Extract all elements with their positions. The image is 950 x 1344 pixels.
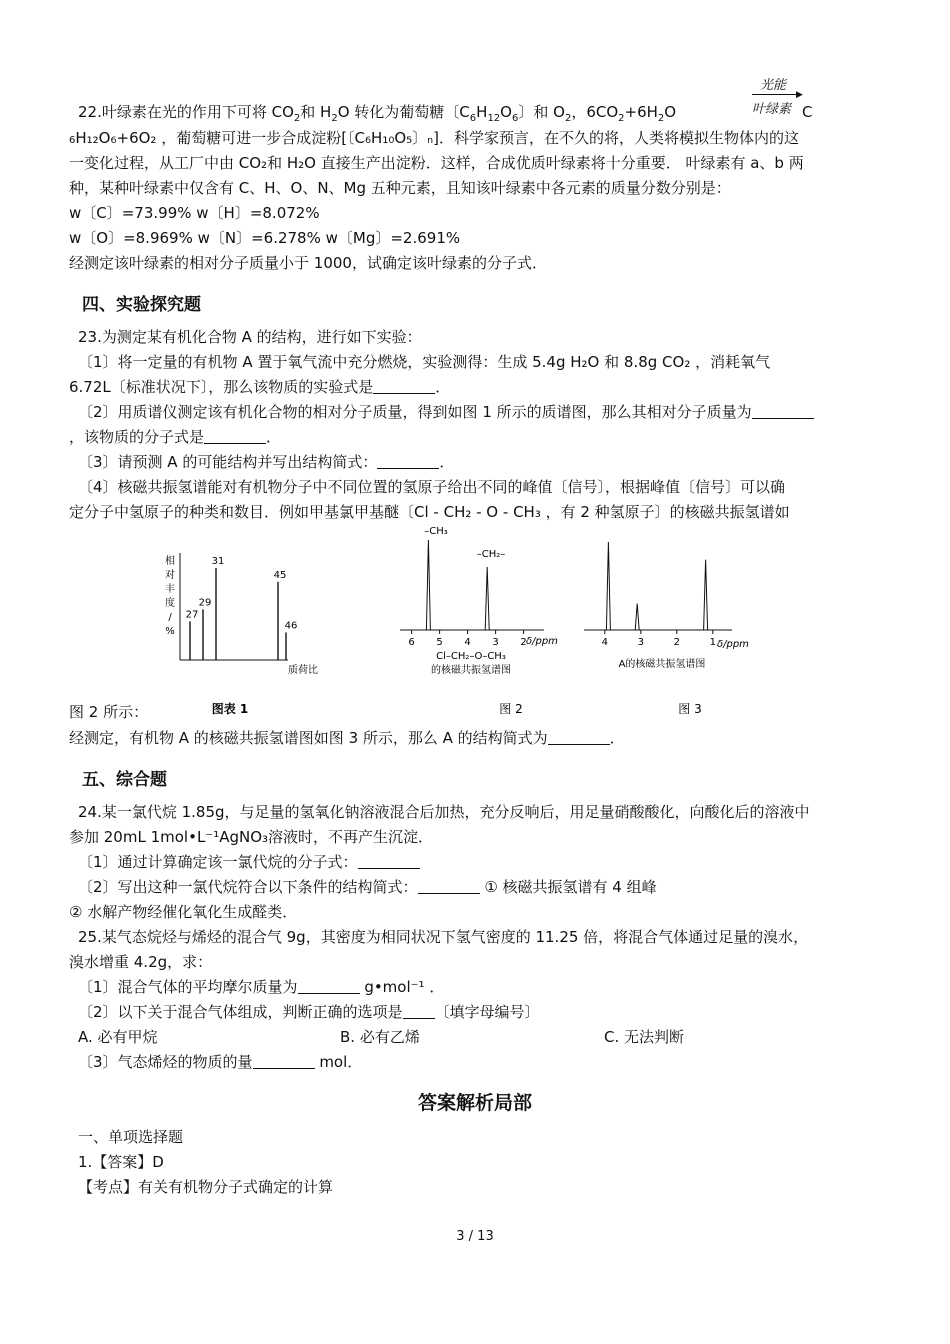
answers-title: 答案解析局部 — [417, 1092, 532, 1114]
fig2-caption: 图 2 — [499, 702, 523, 716]
fig1-ylabel-char: 丰 — [165, 584, 175, 595]
fig3-tick-label: 1 — [709, 637, 716, 648]
arrow-head-icon: ▶ — [796, 90, 803, 100]
q23-line-10: 经测定，有机物 A 的核磁共振氢谱图如图 3 所示，那么 A 的结构简式为 ． — [69, 729, 625, 747]
q24-line-1: 24.某一氯代烷 1.85g，与足量的氢氧化钠溶液混合后加热，充分反响后，用足量硝酸酸化，向酸化后的溶液中 — [78, 803, 810, 821]
answer-blank[interactable] — [548, 730, 610, 745]
q23-line-7: 〔4〕核磁共振氢谱能对有机物分子中不同位置的氢原子给出不同的峰值〔信号〕，根据峰值〔信号〕可以确 — [78, 478, 786, 496]
fig1-xlabel: 质荷比 — [288, 665, 318, 676]
q22-line-2: 6H₁₂O₆+6O₂ ，葡萄糖可进一步合成淀粉[〔C₆H₁₀O₅〕ₙ]．科学家预言，在不久的将，人类将模拟生物体内的这 — [69, 129, 799, 147]
answer-blank[interactable] — [204, 429, 266, 444]
fig3-tick-label: 2 — [673, 637, 680, 648]
section-5-heading: 五、综合题 — [82, 770, 167, 790]
q24-line-2: 参加 20mL 1mol•L⁻¹AgNO₃溶液时，不再产生沉淀． — [69, 828, 434, 846]
fig3-tick-label: 3 — [637, 637, 644, 648]
q24-line-4: 〔2〕写出这种一氯代烷符合以下条件的结构简式： ① 核磁共振氢谱有 4 组峰 — [78, 878, 657, 896]
q22-line-5: w〔C〕=73.99% w〔H〕=8.072% — [69, 204, 320, 222]
fig2-caption-title: 的核磁共振氢谱图 — [431, 665, 511, 676]
q23-line-1: 23.为测定某有机化合物 A 的结构，进行如下实验： — [78, 328, 422, 346]
fig2-tick-label: 2 — [520, 637, 527, 648]
fig1-ylabel-char: 度 — [165, 598, 175, 609]
fig1-ylabel-char: / — [168, 612, 172, 623]
answer-blank[interactable] — [373, 379, 435, 394]
fig2-tick-label: 5 — [436, 637, 443, 648]
fig2-tick-label: 3 — [492, 637, 499, 648]
answer-blank[interactable] — [253, 1054, 315, 1069]
q24-line-5: ② 水解产物经催化氧化生成醛类． — [69, 903, 298, 921]
q23-line-4: 〔2〕用质谱仪测定该有机化合物的相对分子质量，得到如图 1 所示的质谱图，那么其相对分子质量为 — [78, 402, 814, 422]
q23-line-5: ，该物质的分子式是 ． — [69, 428, 282, 446]
answer-blank[interactable] — [403, 1004, 435, 1019]
fig2-peak — [485, 567, 489, 630]
fig1-bar-label: 46 — [284, 620, 298, 632]
figure-1-mass-spectrum — [160, 548, 345, 720]
q22-line-4: 种，某种叶绿素中仅含有 C、H、O、N、Mg 五种元素，且知该叶绿素中各元素的质量分数分别是： — [69, 179, 731, 197]
fig1-caption: 图表 1 — [211, 702, 249, 716]
section-4-heading: 四、实验探究题 — [82, 295, 201, 315]
fig3-peak — [704, 560, 708, 630]
q23-line-3: 6.72L〔标准状况下〕，那么该物质的实验式是 ． — [69, 378, 451, 396]
q23-line-8: 定分子中氢原子的种类和数目．例如甲基氯甲基醚〔Cl - CH₂ - O - CH₃ ，有 2 种氢原子〕的核磁共振氢谱如 — [69, 503, 790, 521]
fig3-axis-unit: δ/ppm — [717, 639, 749, 650]
q22-line-1: 22.叶绿素在光的作用下可将 $CO_2$和 $H_2O$ 转化为葡萄糖〔$C_6H_{12}O_6$〕和 $O_2$，$6CO_2+6H_2O$ — [78, 103, 677, 124]
page-number: 3 / 13 — [456, 1229, 494, 1244]
fig1-bar-label: 31 — [211, 556, 225, 567]
arrow-label-light: 光能 — [760, 78, 787, 93]
fig2-tick-label: 4 — [464, 637, 471, 648]
fig1-ylabel-char: % — [165, 626, 175, 637]
fig3-peak — [606, 542, 610, 630]
fig2-tick-label: 6 — [408, 637, 415, 648]
q25-line-5: 〔3〕气态烯烃的物质的量 mol． — [78, 1053, 363, 1071]
q25-option-c[interactable]: C. 无法判断 — [604, 1028, 685, 1046]
q25-line-2: 溴水增重 4.2g，求： — [69, 953, 213, 971]
answer-blank[interactable] — [298, 979, 360, 994]
figure-2-nmr-example — [396, 522, 571, 720]
fig2-peak-label-ch2: –CH₂– — [476, 549, 506, 560]
answer-blank[interactable] — [752, 404, 814, 419]
fig1-ylabel-char: 对 — [165, 570, 175, 581]
figure-3-nmr-a — [582, 535, 772, 720]
fig3-caption-title: A的核磁共振氢谱图 — [618, 659, 706, 670]
fig1-bar-label: 27 — [185, 609, 199, 621]
fig1-bar-label: 45 — [273, 569, 287, 581]
reaction-arrow — [752, 74, 808, 122]
q23-line-9: 图 2 所示： — [69, 703, 149, 721]
q23-line-2: 〔1〕将一定量的有机物 A 置于氧气流中充分燃烧，实验测得：生成 5.4g H₂O 和 8.8g CO₂ ，消耗氧气 — [78, 353, 771, 371]
answer-blank[interactable] — [358, 854, 420, 869]
fig2-peak-label-ch3: –CH₃ — [424, 526, 448, 537]
q22-line-3: 一变化过程，从工厂中由 CO₂和 H₂O 直接生产出淀粉．这样，合成优质叶绿素将十分重要． 叶绿素有 a、b 两 — [69, 154, 804, 172]
q25-line-1: 25.某气态烷烃与烯烃的混合气 9g，其密度为相同状况下氢气密度的 11.25 倍，将混合气体通过足量的溴水， — [78, 928, 809, 946]
fig1-bar-label: 29 — [198, 597, 212, 609]
q25-line-4: 〔2〕以下关于混合气体组成，判断正确的选项是 〔填字母编号〕 — [78, 1003, 540, 1021]
answer-1: 1.【答案】D — [78, 1153, 164, 1171]
q23-line-6: 〔3〕请预测 A 的可能结构并写出结构简式： ． — [78, 453, 455, 471]
arrow-line — [752, 94, 800, 95]
q25-line-3: 〔1〕混合气体的平均摩尔质量为 g•mol⁻¹ ． — [78, 978, 445, 996]
q25-option-b[interactable]: B. 必有乙烯 — [340, 1028, 420, 1046]
answer-blank[interactable] — [377, 454, 439, 469]
answer-1-topic: 【考点】有关有机物分子式确定的计算 — [78, 1178, 334, 1196]
fig2-peak — [426, 540, 430, 630]
fig3-peak — [635, 604, 639, 630]
q22-line-1-tail: C — [802, 103, 813, 121]
q24-line-3: 〔1〕通过计算确定该一氯代烷的分子式： — [78, 852, 420, 872]
fig1-ylabel-char: 相 — [165, 556, 175, 567]
fig3-caption: 图 3 — [678, 702, 702, 716]
q25-option-a[interactable]: A. 必有甲烷 — [78, 1028, 158, 1046]
arrow-label-chlorophyll: 叶绿素 — [752, 102, 792, 117]
q22-line-6: w〔O〕=8.969% w〔N〕=6.278% w〔Mg〕=2.691% — [69, 229, 461, 247]
fig2-caption-formula: Cl–CH₂–O–CH₃ — [436, 651, 506, 662]
fig2-axis-unit: δ/ppm — [526, 636, 558, 647]
answer-blank[interactable] — [418, 879, 480, 894]
q22-line-7: 经测定该叶绿素的相对分子质量小于 1000，试确定该叶绿素的分子式． — [69, 254, 547, 272]
answers-subheading: 一、单项选择题 — [78, 1128, 184, 1146]
fig3-tick-label: 4 — [601, 637, 608, 648]
